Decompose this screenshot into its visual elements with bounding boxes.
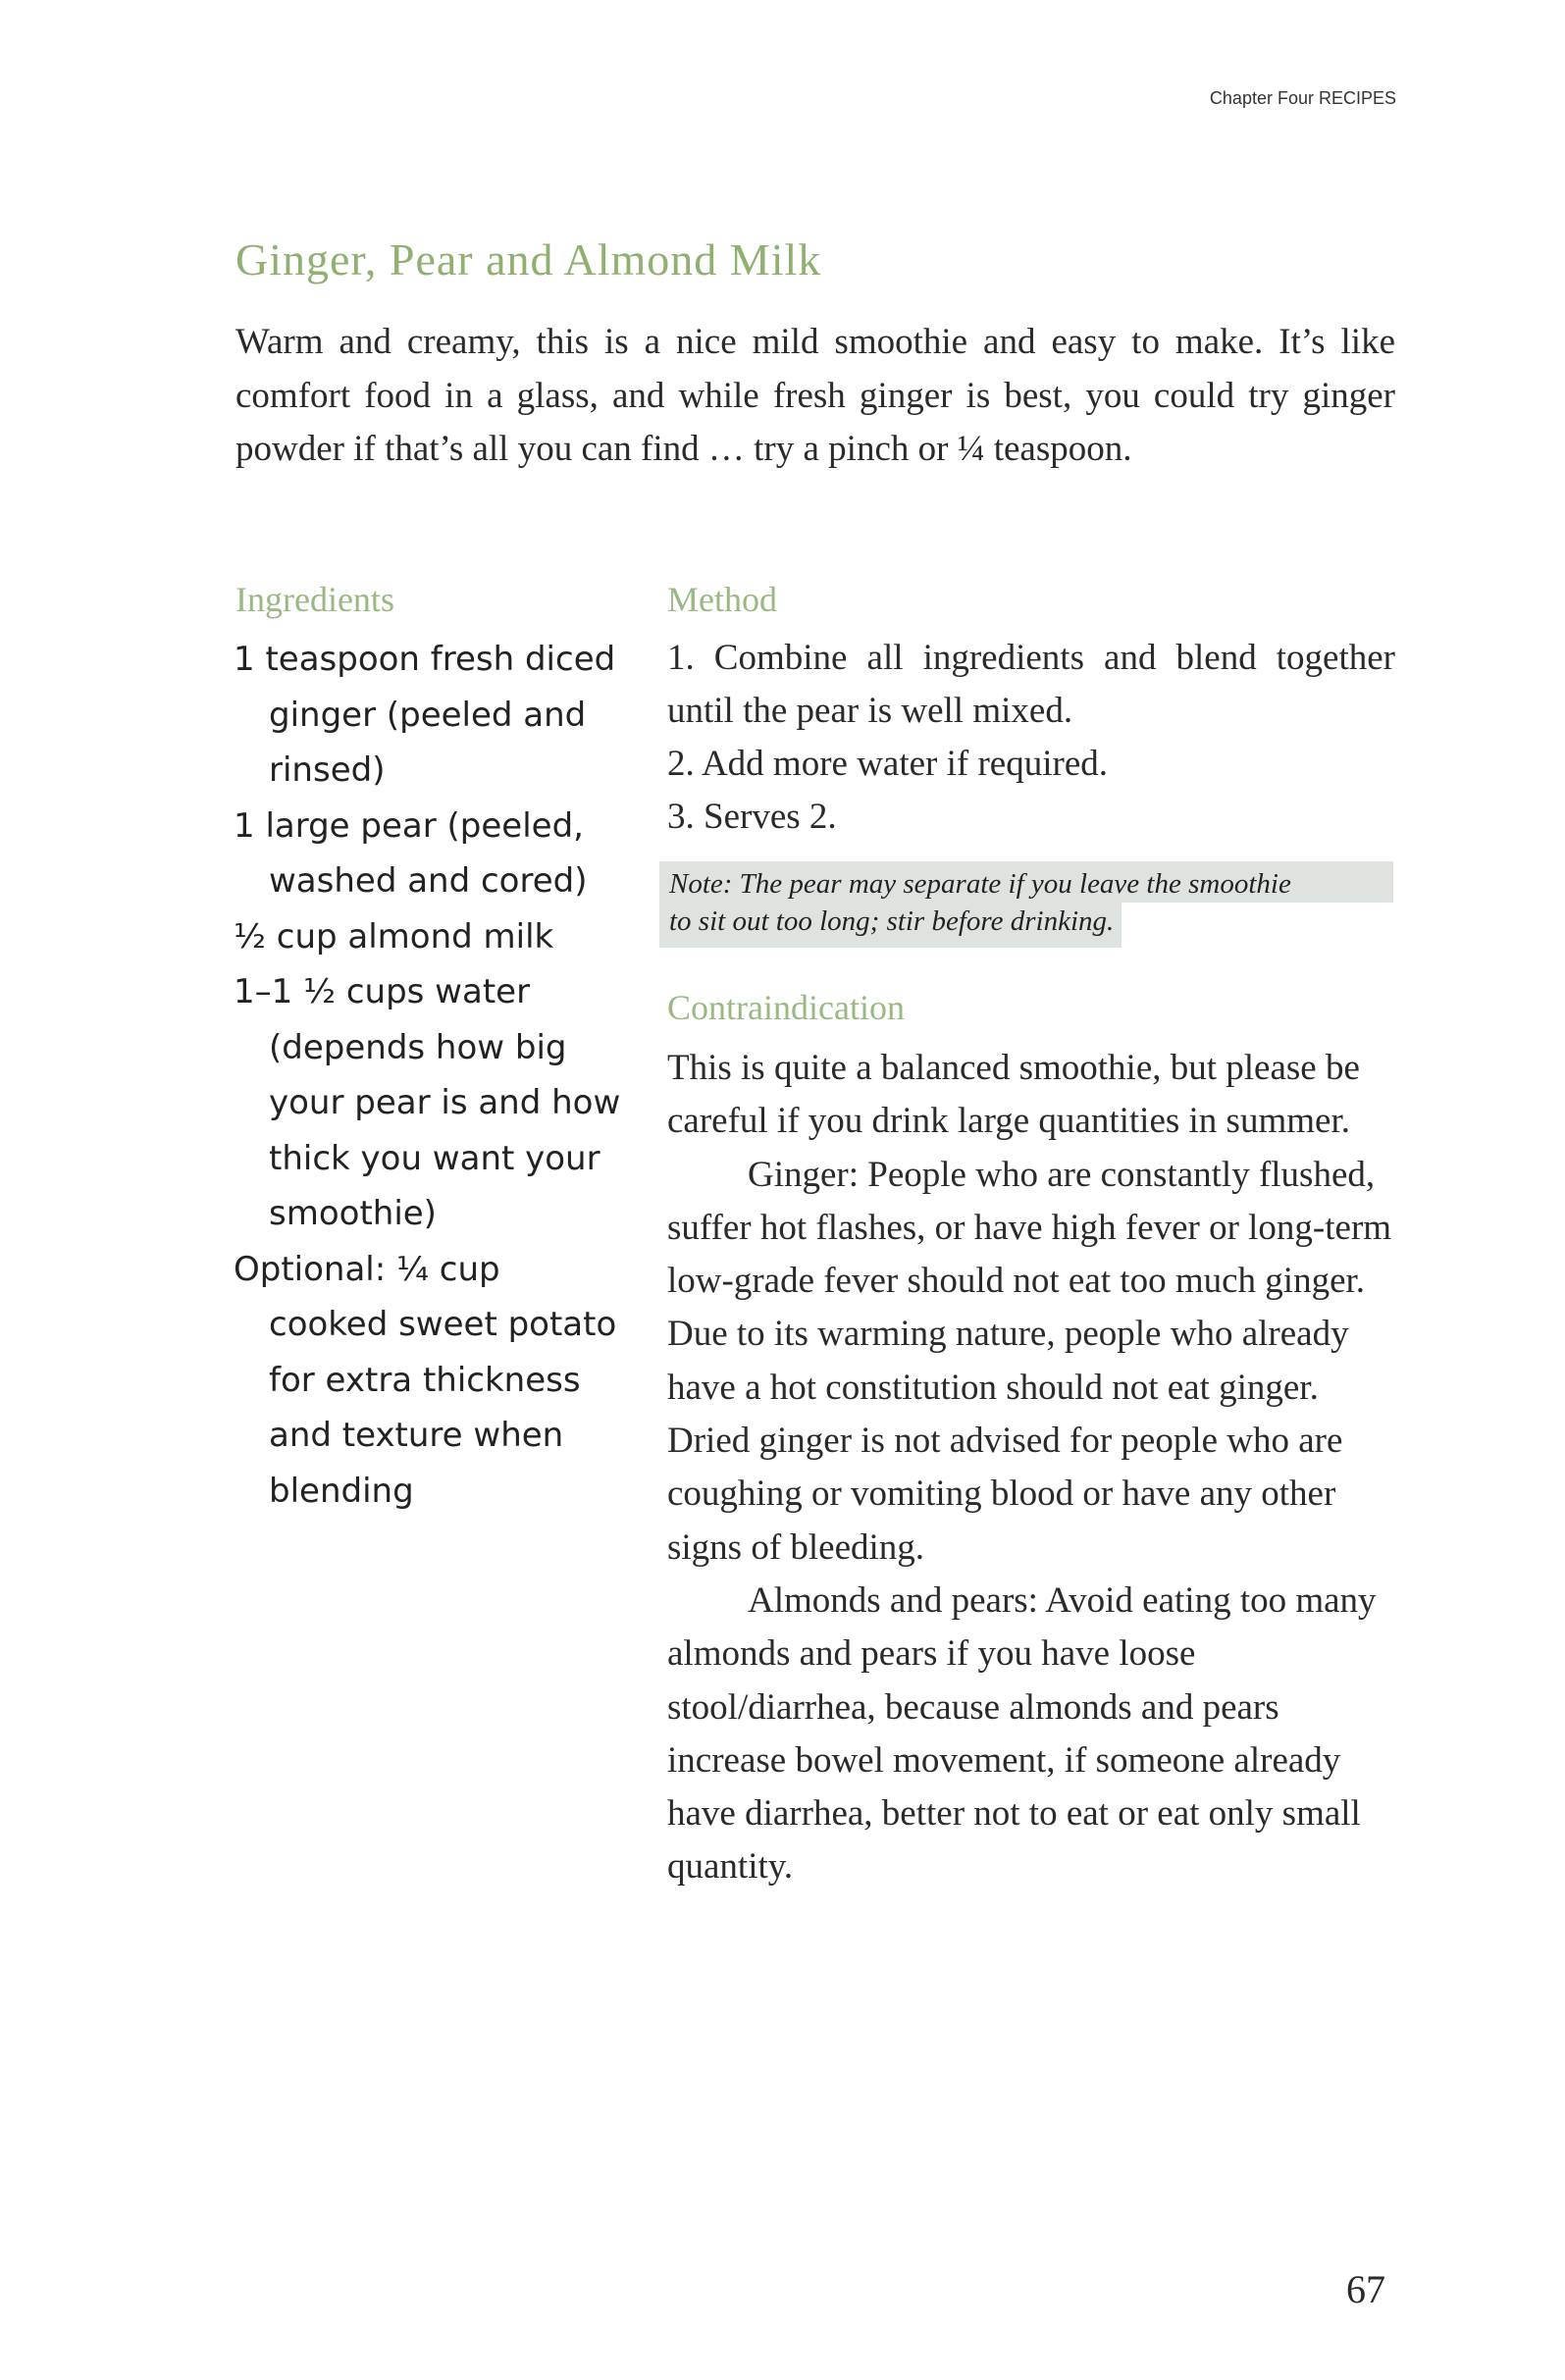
ingredient-item: 1 teaspoon fresh diced ginger (peeled and rinsed) xyxy=(234,640,616,790)
method-step: 3. Serves 2. xyxy=(667,797,837,837)
method-step: 1. Combine all ingredients and blend together until the pear is well mixed. xyxy=(667,638,1395,731)
ingredients-heading: Ingredients xyxy=(235,580,394,619)
contraindication-paragraph: Almonds and pears: Avoid eating too many almonds and pears if you have loose stool/diarrhea, because almonds and pears increase bowel movement, if someone already have diarrhea, better not to eat or eat only small quantity. xyxy=(667,1579,1377,1888)
ingredient-item: ½ cup almond milk xyxy=(234,916,554,957)
note-line: to sit out too long; stir before drinking. xyxy=(659,903,1122,948)
contraindication-text xyxy=(667,1042,1395,1894)
page-number: 67 xyxy=(1346,2267,1385,2311)
contraindication-paragraph: This is quite a balanced smoothie, but please be careful if you drink large quantities in summer. xyxy=(667,1048,1360,1142)
ingredient-item: 1 large pear (peeled, washed and cored) xyxy=(234,805,588,901)
running-head: Chapter Four RECIPES xyxy=(1209,88,1396,108)
contraindication-heading: Contraindication xyxy=(667,988,905,1027)
intro-paragraph: Warm and creamy, this is a nice mild smoothie and easy to make. It’s like comfort food in a glass, and while fresh ginger is best, you could try ginger powder if that’s all you can find … try a pinch or ¼ teaspoon. xyxy=(235,322,1395,469)
method-steps xyxy=(667,632,1395,844)
note-box xyxy=(659,861,1393,948)
note-line: Note: The pear may separate if you leave the smoothie xyxy=(659,861,1393,903)
recipe-title: Ginger, Pear and Almond Milk xyxy=(235,234,822,285)
method-heading: Method xyxy=(667,580,777,619)
ingredient-item: Optional: ¼ cup cooked sweet potato for extra thickness and texture when blending xyxy=(234,1249,617,1511)
ingredients-list xyxy=(234,632,626,1519)
ingredient-item: 1–1 ½ cups water (depends how big your pear is and how thick you want your smoothie) xyxy=(234,972,621,1233)
contraindication-paragraph: Ginger: People who are constantly flushed, suffer hot flashes, or have high fever or long-term low-grade fever should not eat too much ginger. Due to its warming nature, people who already have a hot constitution should not eat ginger. Dried ginger is not advised for people who are coughing or vomiting blood or have any other signs of bleeding. xyxy=(667,1154,1392,1568)
method-step: 2. Add more water if required. xyxy=(667,744,1108,784)
